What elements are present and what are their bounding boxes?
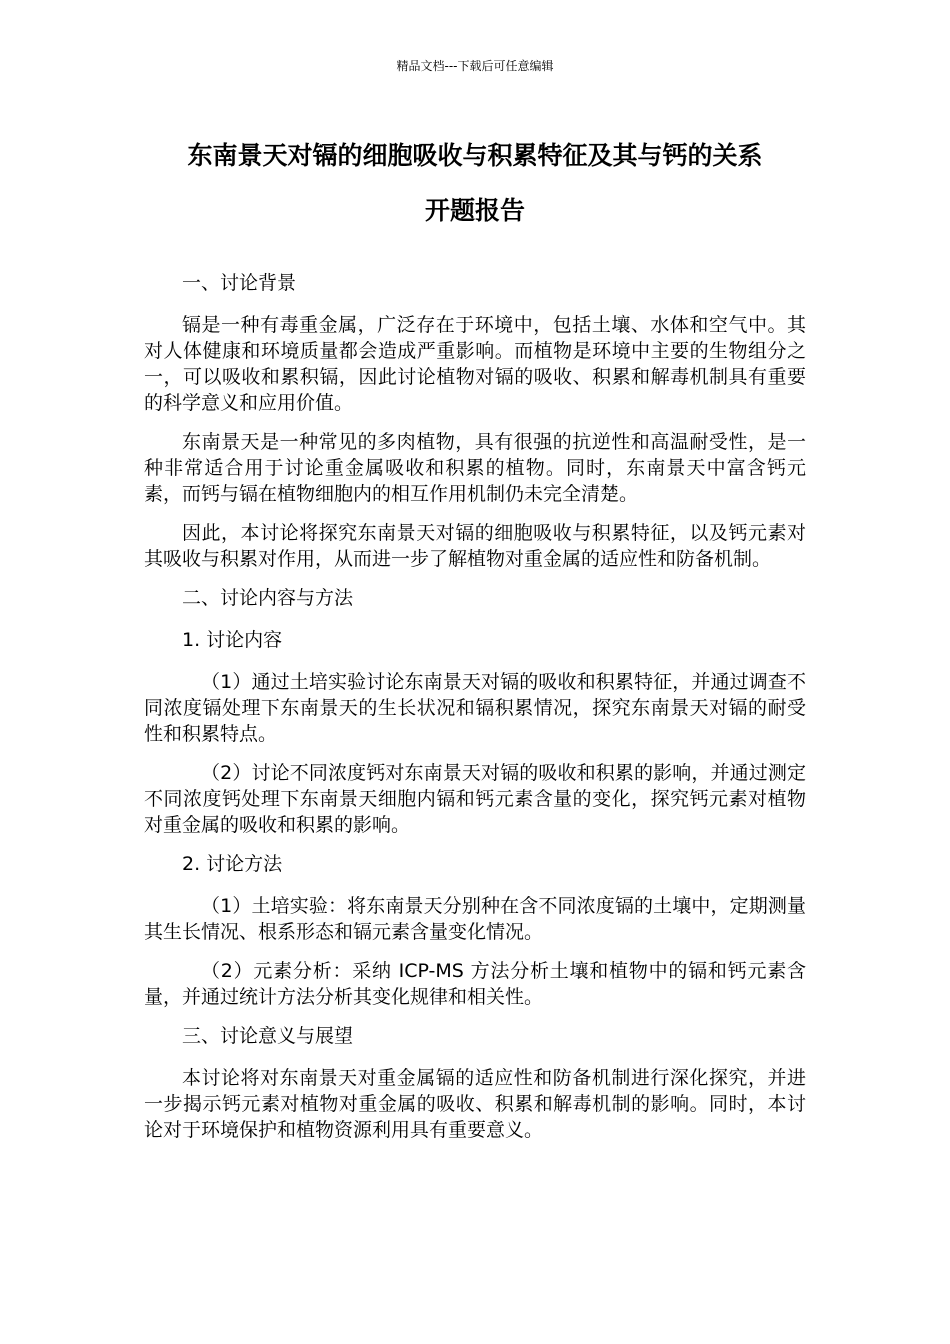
document-body [144, 270, 806, 1156]
significance-paragraph: 本讨论将对东南景天对重金属镉的适应性和防备机制进行深化探究，并进一步揭示钙元素对植物对重金属的吸收、积累和解毒机制的影响。同时，本讨论对于环境保护和植物资源利用具有重要意义。 [144, 1067, 806, 1141]
document-title-line-1: 东南景天对镉的细胞吸收与积累特征及其与钙的关系 [187, 141, 763, 170]
content-item-2: （2）讨论不同浓度钙对东南景天对镉的吸收和积累的影响，并通过测定不同浓度钙处理下东南景天细胞内镉和钙元素含量的变化，探究钙元素对植物对重金属的吸收和积累的影响。 [144, 762, 806, 836]
method-item-2: （2）元素分析：采纳 ICP-MS 方法分析土壤和植物中的镉和钙元素含量，并通过统计方法分析其变化规律和相关性。 [144, 960, 806, 1008]
section-heading-background: 一、讨论背景 [182, 272, 297, 294]
method-item-1: （1）土培实验：将东南景天分别种在含不同浓度镉的土壤中，定期测量其生长情况、根系形态和镉元素含量变化情况。 [144, 895, 806, 943]
header-note: 精品文档---下载后可任意编辑 [396, 59, 554, 73]
section-heading-significance: 三、讨论意义与展望 [182, 1025, 354, 1047]
subsection-heading-methods: 2. 讨论方法 [182, 853, 283, 875]
background-paragraph-3: 因此，本讨论将探究东南景天对镉的细胞吸收与积累特征，以及钙元素对其吸收与积累对作用，从而进一步了解植物对重金属的适应性和防备机制。 [144, 522, 806, 570]
section-heading-content-methods: 二、讨论内容与方法 [182, 587, 354, 609]
background-paragraph-1: 镉是一种有毒重金属，广泛存在于环境中，包括土壤、水体和空气中。其对人体健康和环境质量都会造成严重影响。而植物是环境中主要的生物组分之一，可以吸收和累积镉，因此讨论植物对镉的吸收、积累和解毒机制具有重要的科学意义和应用价值。 [144, 314, 806, 414]
document-title-line-2: 开题报告 [424, 196, 525, 225]
subsection-heading-content: 1. 讨论内容 [182, 629, 283, 651]
background-paragraph-2: 东南景天是一种常见的多肉植物，具有很强的抗逆性和高温耐受性，是一种非常适合用于讨论重金属吸收和积累的植物。同时，东南景天中富含钙元素，而钙与镉在植物细胞内的相互作用机制仍未完全清楚。 [144, 431, 806, 505]
content-item-1: （1）通过土培实验讨论东南景天对镉的吸收和积累特征，并通过调查不同浓度镉处理下东南景天的生长状况和镉积累情况，探究东南景天对镉的耐受性和积累特点。 [144, 671, 806, 745]
